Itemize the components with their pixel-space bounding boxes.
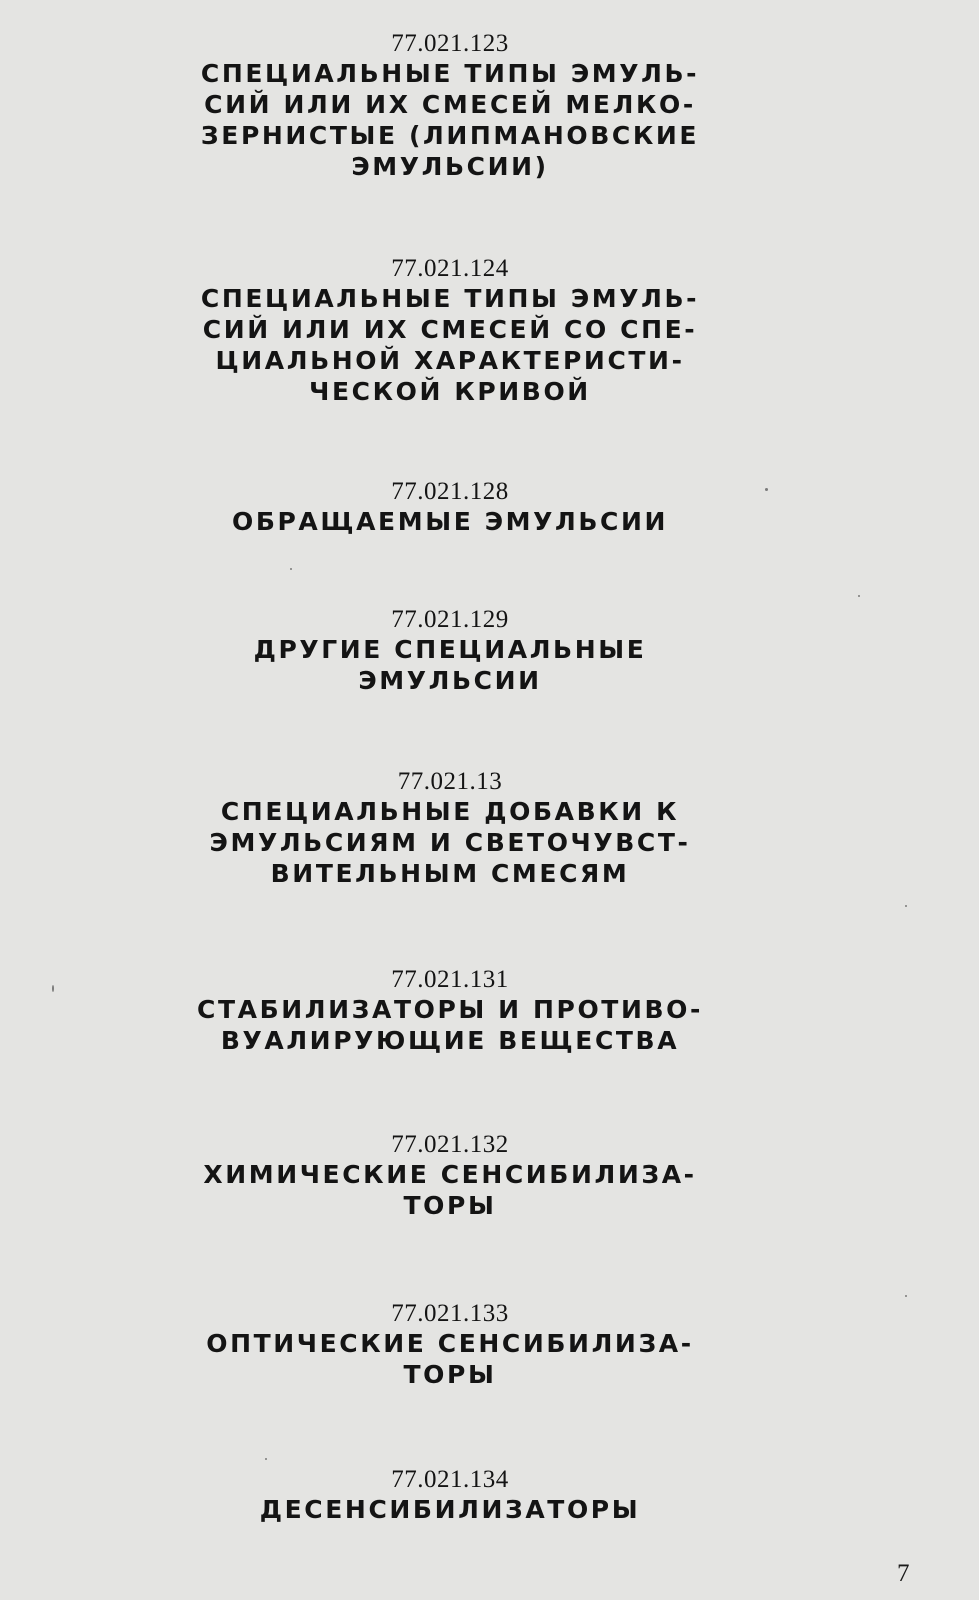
classification-entry [0, 1466, 900, 1525]
entry-title-line: ДРУГИЕ СПЕЦИАЛЬНЫЕ [253, 635, 647, 664]
paper-speck [858, 595, 860, 597]
entry-title-line: ЗЕРНИСТЫЕ (ЛИПМАНОВСКИЕ [200, 121, 700, 150]
entry-title-line: ХИМИЧЕСКИЕ СЕНСИБИЛИЗА- [203, 1160, 697, 1189]
paper-speck [52, 985, 54, 992]
entry-title-line: СТАБИЛИЗАТОРЫ И ПРОТИВО- [197, 995, 703, 1024]
paper-speck [905, 905, 907, 907]
entry-code: 77.021.131 [391, 966, 509, 993]
entry-title-line: ВУАЛИРУЮЩИЕ ВЕЩЕСТВА [220, 1026, 680, 1055]
entry-title-line: ЦИАЛЬНОЙ ХАРАКТЕРИСТИ- [215, 346, 685, 375]
classification-entry [0, 606, 900, 696]
entry-code: 77.021.123 [391, 30, 509, 57]
paper-speck [765, 488, 768, 491]
entry-code: 77.021.132 [391, 1131, 509, 1158]
paper-speck [290, 568, 292, 570]
entry-title-line: ЧЕСКОЙ КРИВОЙ [309, 377, 591, 406]
classification-entry [0, 255, 900, 407]
entry-code: 77.021.13 [397, 768, 503, 795]
entry-title-line: СПЕЦИАЛЬНЫЕ ТИПЫ ЭМУЛЬ- [200, 59, 700, 88]
entry-code: 77.021.128 [391, 478, 509, 505]
entry-code: 77.021.124 [391, 255, 509, 282]
entry-title-line: СИЙ ИЛИ ИХ СМЕСЕЙ МЕЛКО- [204, 90, 696, 119]
entry-title-line: ДЕСЕНСИБИЛИЗАТОРЫ [259, 1495, 641, 1524]
classification-entry [0, 1300, 900, 1390]
entry-title-line: ТОРЫ [403, 1191, 497, 1220]
entry-code: 77.021.134 [391, 1466, 509, 1493]
entry-title-line: ЭМУЛЬСИИ [358, 666, 542, 695]
entry-title-line: СПЕЦИАЛЬНЫЕ ТИПЫ ЭМУЛЬ- [200, 284, 700, 313]
entry-title-line: ЭМУЛЬСИИ) [351, 152, 549, 181]
entry-title-line: СПЕЦИАЛЬНЫЕ ДОБАВКИ К [220, 797, 680, 826]
entry-code: 77.021.129 [391, 606, 509, 633]
entry-title-line: ВИТЕЛЬНЫМ СМЕСЯМ [270, 859, 630, 888]
entry-title-line: ЭМУЛЬСИЯМ И СВЕТОЧУВСТ- [209, 828, 691, 857]
paper-speck [265, 1458, 267, 1460]
classification-entry [0, 768, 900, 889]
page-number: 7 [897, 1560, 910, 1587]
classification-entry [0, 478, 900, 537]
entry-title-line: ОПТИЧЕСКИЕ СЕНСИБИЛИЗА- [206, 1329, 694, 1358]
entry-title-line: ОБРАЩАЕМЫЕ ЭМУЛЬСИИ [231, 507, 669, 536]
entry-code: 77.021.133 [391, 1300, 509, 1327]
classification-entry [0, 1131, 900, 1221]
entry-title-line: ТОРЫ [403, 1360, 497, 1389]
classification-entry [0, 966, 900, 1056]
entry-title-line: СИЙ ИЛИ ИХ СМЕСЕЙ СО СПЕ- [202, 315, 698, 344]
paper-speck [905, 1295, 907, 1297]
classification-entry [0, 30, 900, 182]
